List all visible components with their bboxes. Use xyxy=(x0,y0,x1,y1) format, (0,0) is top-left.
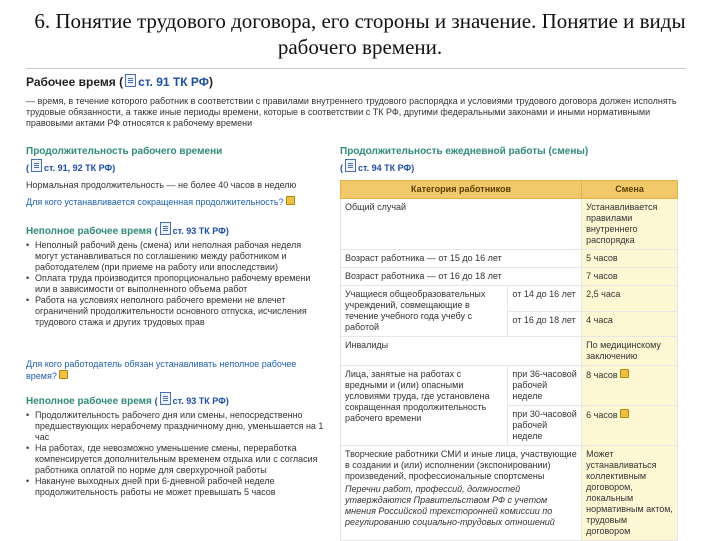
info-badge-icon xyxy=(620,369,629,378)
document-icon xyxy=(160,392,171,405)
document-icon xyxy=(160,222,171,235)
part-time-list xyxy=(26,240,326,328)
table-row: Творческие работники СМИ и иные лица, участвующие в создании и (или) исполнении (экспонировании) произведений, профессиональные спортсмены Перечни работ, профессий, должностей утверждаются Правительством РФ с учетом мнения Российской трехсторонней комиссии по регулированию социально-трудовых отношений Может устанавливаться коллективным договором, локальным нормативным актом, трудовым договором xyxy=(341,446,678,541)
main-heading-label: Рабочее время xyxy=(26,75,116,89)
table-row: от 16 до 18 лет 4 часа xyxy=(341,311,678,337)
main-heading: Рабочее время ( ст. 91 ТК РФ) xyxy=(26,75,213,89)
duration-ref[interactable]: ( ст. 91, 92 ТК РФ) xyxy=(26,159,115,173)
table-row: Возраст работника — от 15 до 16 лет 5 часов xyxy=(341,250,678,268)
col-shift-header: Смена xyxy=(582,181,678,199)
less-than-ref[interactable]: ( ст. 93 ТК РФ) xyxy=(155,396,229,406)
info-badge-icon xyxy=(59,370,68,379)
part-time-link[interactable]: Для кого работодатель обязан устанавливать неполное рабочее время? xyxy=(26,359,297,381)
duration-text: Нормальная продолжительность — не более 40 часов в неделю xyxy=(26,180,297,190)
main-heading-ref[interactable]: ст. 91 ТК РФ xyxy=(138,75,209,89)
list-item: • На работах, где невозможно уменьшение смены, переработка компенсируется дополнительным временем отдыха или с согласия работника оплатой по норме для сверхурочной работы xyxy=(26,443,326,476)
part-time-heading: Неполное рабочее время ( ст. 93 ТК РФ) xyxy=(26,222,326,238)
less-than-list xyxy=(26,410,326,498)
document-icon xyxy=(345,159,356,172)
document-icon xyxy=(31,159,42,172)
duration-link[interactable]: Для кого устанавливается сокращенная продолжительность? xyxy=(26,196,326,208)
title-divider xyxy=(26,68,686,69)
table-ref[interactable]: ( ст. 94 ТК РФ) xyxy=(340,159,414,173)
table-header-row xyxy=(341,181,678,199)
col-category-header: Категория работников xyxy=(341,181,582,199)
table-row: Учащиеся общеобразовательных учреждений, совмещающие в течение учебного года учебу с работой от 14 до 16 лет 2,5 часа xyxy=(341,286,678,312)
table-heading: Продолжительность ежедневной работы (смены) xyxy=(340,146,589,157)
part-time-ref[interactable]: ( ст. 93 ТК РФ) xyxy=(155,226,229,236)
list-item: • Неполный рабочий день (смена) или неполная рабочая неделя могут устанавливаться по соглашению между работником и работодателем (при приеме на работу или впоследствии) xyxy=(26,240,326,273)
document-icon xyxy=(125,74,136,87)
info-badge-icon xyxy=(286,196,295,205)
slide-title: 6. Понятие трудового договора, его стороны и значение. Понятие и виды рабочего времени. xyxy=(34,9,686,59)
duration-heading: Продолжительность рабочего времени xyxy=(26,146,223,157)
list-item: • Работа на условиях неполного рабочего времени не влечет ограничений продолжительности основного отпуска, исчисления трудового стажа и других трудовых прав xyxy=(26,295,326,328)
info-badge-icon xyxy=(620,409,629,418)
table-row: Общий случай Устанавливается правилами внутреннего распорядка xyxy=(341,199,678,250)
less-than-heading: Неполное рабочее время ( ст. 93 ТК РФ) xyxy=(26,392,326,408)
table-row: при 30-часовой рабочей неделе 6 часов xyxy=(341,406,678,446)
table-row: Возраст работника — от 16 до 18 лет 7 часов xyxy=(341,268,678,286)
list-item: • Оплата труда производится пропорционально рабочему времени или в зависимости от выполненного объема работ xyxy=(26,273,326,295)
working-time-table xyxy=(340,180,678,541)
table-row: Лица, занятые на работах с вредными и (или) опасными условиями труда, где установлена сокращенная продолжительность рабочего времени при 36-часовой рабочей неделе 8 часов xyxy=(341,366,678,406)
table-row: Инвалиды По медицинскому заключению xyxy=(341,337,678,366)
definition-text: — время, в течение которого работник в соответствии с правилами внутреннего трудового распорядка и условиями трудового договора должен исполнять трудовые обязанности, а также иные периоды времени, которые в соответствии с ТК РФ, другими федеральными законами и иными нормативными правовыми актами РФ относятся к рабочему времени xyxy=(26,96,677,128)
list-item: • Продолжительность рабочего дня или смены, непосредственно предшествующих нерабочему праздничному дню, уменьшается на 1 час xyxy=(26,410,326,443)
list-item: • Накануне выходных дней при 6-дневной рабочей неделе продолжительность работы не может превышать 5 часов xyxy=(26,476,326,498)
